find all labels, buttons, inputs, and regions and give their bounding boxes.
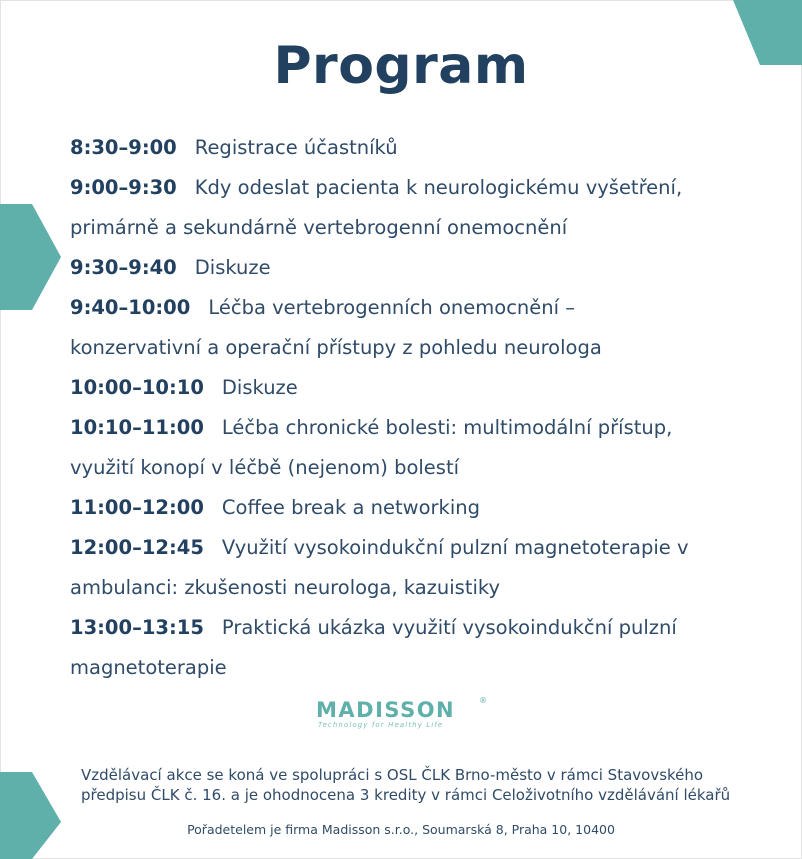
schedule-text: Diskuze	[221, 376, 298, 399]
schedule-time: 9:40–10:00	[70, 296, 191, 319]
schedule-time: 8:30–9:00	[70, 136, 177, 159]
schedule-text: Využití vysokoindukční pulzní magnetoterapie v	[221, 536, 689, 559]
page-title: Program	[273, 36, 529, 96]
schedule-text-continued: primárně a sekundárně vertebrogenní onemocnění	[70, 216, 568, 239]
schedule-item	[70, 168, 770, 208]
schedule-item	[70, 608, 770, 648]
schedule-item	[70, 528, 770, 568]
schedule-item	[70, 368, 770, 408]
schedule-text-continued: magnetoterapie	[70, 656, 227, 679]
schedule-time: 11:00–12:00	[70, 496, 204, 519]
schedule-item	[70, 288, 770, 328]
schedule-text-continued: konzervativní a operační přístupy z pohledu neurologa	[70, 336, 602, 359]
arrow-shape-left-middle	[0, 204, 61, 310]
schedule-item	[70, 248, 770, 288]
schedule-text: Diskuze	[194, 256, 271, 279]
schedule-text: Léčba vertebrogenních onemocnění –	[208, 296, 575, 319]
schedule-text-continued: ambulanci: zkušenosti neurologa, kazuistiky	[70, 576, 501, 599]
schedule-time: 12:00–12:45	[70, 536, 204, 559]
schedule-text: Kdy odeslat pacienta k neurologickému vyšetření,	[194, 176, 683, 199]
accreditation-note-line: Vzdělávací akce se koná ve spolupráci s OSL ČLK Brno-město v rámci Stavovského	[81, 766, 704, 784]
logo-wordmark: MADISSON	[316, 698, 456, 722]
arrow-shape-left-bottom	[0, 772, 61, 859]
logo-registered-mark: ®	[479, 696, 487, 705]
schedule-time: 10:10–11:00	[70, 416, 204, 439]
schedule-text: Coffee break a networking	[221, 496, 480, 519]
schedule-time: 10:00–10:10	[70, 376, 204, 399]
schedule-text: Praktická ukázka využití vysokoindukční pulzní	[221, 616, 677, 639]
schedule-time: 9:30–9:40	[70, 256, 177, 279]
schedule-text: Léčba chronické bolesti: multimodální přístup,	[221, 416, 673, 439]
schedule-item	[70, 408, 770, 448]
logo-tagline: Technology for Healthy Life	[318, 721, 444, 729]
schedule-item	[70, 488, 770, 528]
schedule-time: 9:00–9:30	[70, 176, 177, 199]
accreditation-note	[81, 765, 796, 805]
schedule-time: 13:00–13:15	[70, 616, 204, 639]
madisson-logo	[312, 697, 492, 737]
accreditation-note-line: předpisu ČLK č. 16. a je ohodnocena 3 kredity v rámci Celoživotního vzdělávání lékařů	[81, 786, 731, 804]
schedule-text-continued: využití konopí v léčbě (nejenom) bolestí	[70, 456, 460, 479]
schedule-list	[70, 128, 770, 688]
schedule-text: Registrace účastníků	[194, 136, 398, 159]
organizer-info: Pořadetelem je firma Madisson s.r.o., Soumarská 8, Praha 10, 10400	[187, 822, 615, 837]
schedule-item	[70, 128, 770, 168]
